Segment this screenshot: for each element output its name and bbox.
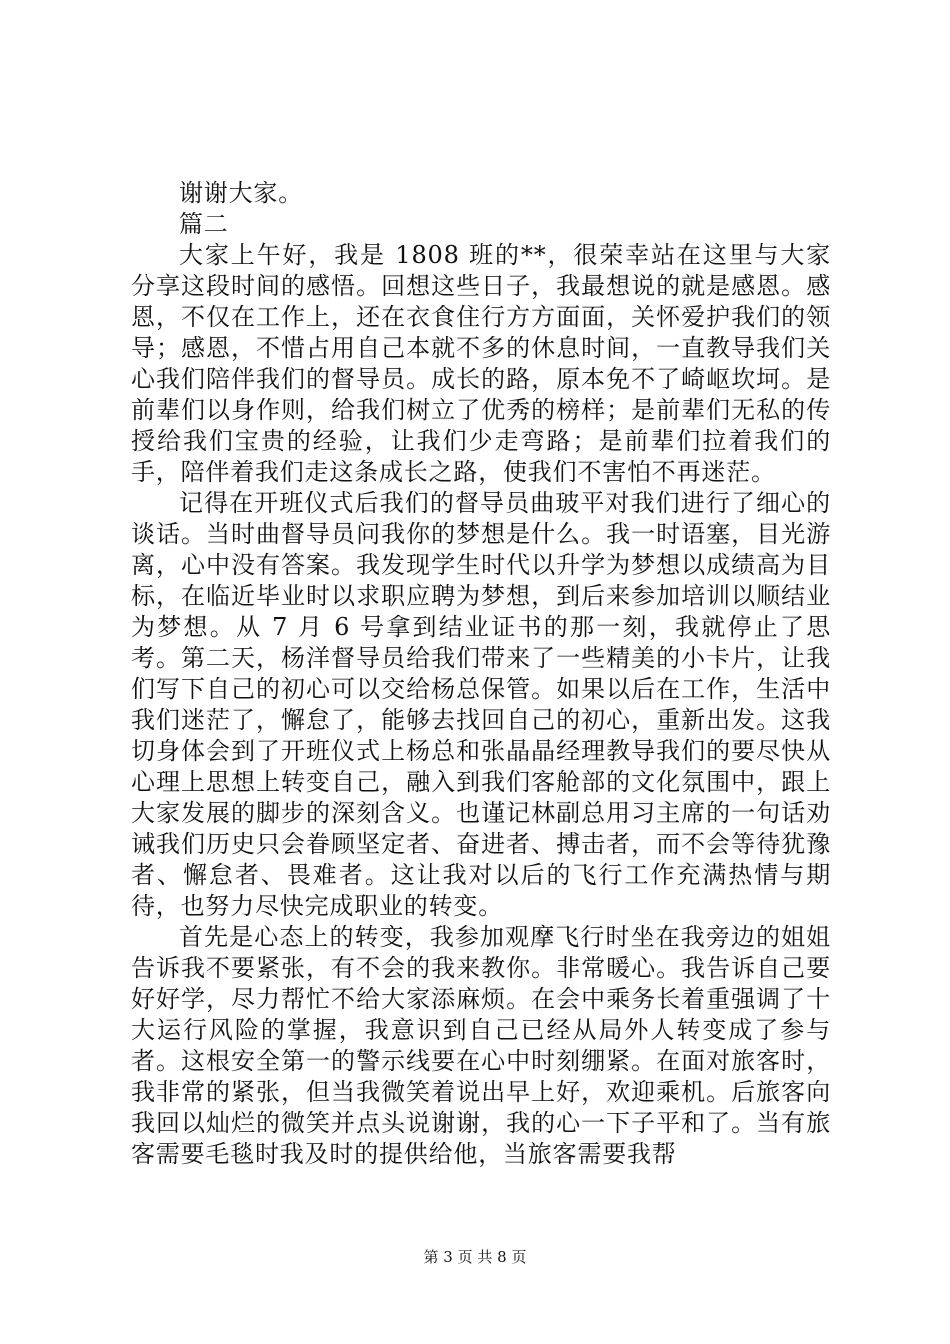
document-body: [131, 178, 831, 1170]
body-paragraph: 大家上午好，我是 1808 班的**，很荣幸站在这里与大家分享这段时间的感悟。回想这些日子，我最想说的就是感恩。感恩，不仅在工作上，还在衣食住行方方面面，关怀爱护我们的领导；感恩，不惜占用自己本就不多的休息时间，一直教导我们关心我们陪伴我们的督导员。成长的路，原本免不了崎岖坎坷。是前辈们以身作则，给我们树立了优秀的榜样；是前辈们无私的传授给我们宝贵的经验，让我们少走弯路；是前辈们拉着我们的手，陪伴着我们走这条成长之路，使我们不害怕不再迷茫。: [131, 241, 831, 486]
section-heading: 篇二: [179, 210, 229, 238]
body-paragraph: 记得在开班仪式后我们的督导员曲玻平对我们进行了细心的谈话。当时曲督导员问我你的梦想是什么。我一时语塞，目光游离，心中没有答案。我发现学生时代以升学为梦想以成绩高为目标，在临近毕业时以求职应聘为梦想，到后来参加培训以顺结业为梦想。从 7 月 6 号拿到结业证书的那一刻，我就停止了思考。第二天，杨洋督导员给我们带来了一些精美的小卡片，让我们写下自己的初心可以交给杨总保管。如果以后在工作，生活中我们迷茫了，懈怠了，能够去找回自己的初心，重新出发。这我切身体会到了开班仪式上杨总和张晶晶经理教导我们的要尽快从心理上思想上转变自己，融入到我们客舱部的文化氛围中，跟上大家发展的脚步的深刻含义。也谨记林副总用习主席的一句话劝诫我们历史只会眷顾坚定者、奋进者、搏击者，而不会等待犹豫者、懈怠者、畏难者。这让我对以后的飞行工作充满热情与期待，也努力尽快完成职业的转变。: [131, 489, 831, 920]
page-number-footer: 第 3 页 共 8 页: [423, 1248, 527, 1266]
closing-line: 谢谢大家。: [179, 179, 303, 207]
body-paragraph: 首先是心态上的转变，我参加观摩飞行时坐在我旁边的姐姐告诉我不要紧张，有不会的我来教你。非常暖心。我告诉自己要好好学，尽力帮忙不给大家添麻烦。在会中乘务长着重强调了十大运行风险的掌握，我意识到自己已经从局外人转变成了参与者。这根安全第一的警示线要在心中时刻绷紧。在面对旅客时，我非常的紧张，但当我微笑着说出早上好，欢迎乘机。后旅客向我回以灿烂的微笑并点头说谢谢，我的心一下子平和了。当有旅客需要毛毯时我及时的提供给他，当旅客需要我帮: [131, 923, 831, 1168]
